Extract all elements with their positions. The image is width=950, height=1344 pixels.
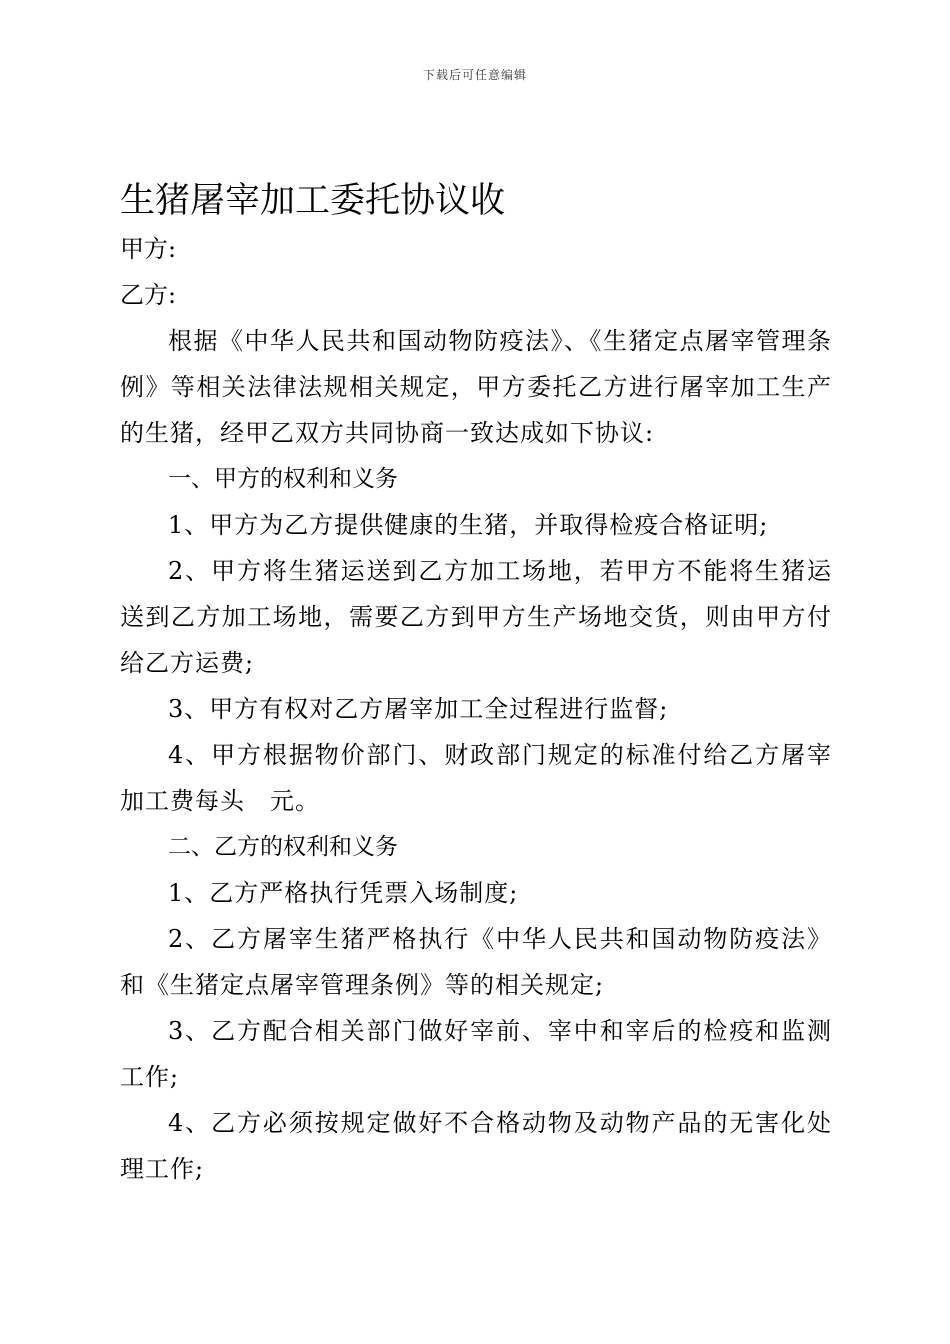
section1-item: 3、甲方有权对乙方屠宰加工全过程进行监督; bbox=[168, 695, 669, 723]
document-body bbox=[120, 176, 832, 1192]
section1-item: 2、甲方将生猪运送到乙方加工场地，若甲方不能将生猪运送到乙方加工场地，需要乙方到甲方生产场地交货，则由甲方付给乙方运费; bbox=[120, 557, 832, 677]
party-a-label: 甲方: bbox=[120, 235, 177, 263]
document-title: 生猪屠宰加工委托协议收 bbox=[120, 181, 506, 221]
section-heading-party-b: 二、乙方的权利和义务 bbox=[168, 834, 398, 860]
section2-item: 2、乙方屠宰生猪严格执行《中华人民共和国动物防疫法》和《生猪定点屠宰管理条例》等的相关规定; bbox=[120, 925, 832, 999]
section2-item: 3、乙方配合相关部门做好宰前、宰中和宰后的检疫和监测工作; bbox=[120, 1017, 832, 1091]
party-b-label: 乙方: bbox=[120, 281, 177, 309]
section2-item: 1、乙方严格执行凭票入场制度; bbox=[168, 879, 519, 907]
section2-item: 4、乙方必须按规定做好不合格动物及动物产品的无害化处理工作; bbox=[120, 1109, 832, 1183]
section1-item: 1、甲方为乙方提供健康的生猪，并取得检疫合格证明; bbox=[168, 511, 769, 539]
section1-item: 4、甲方根据物价部门、财政部门规定的标准付给乙方屠宰加工费每头 元。 bbox=[120, 741, 832, 815]
page-header: 下载后可任意编辑 bbox=[422, 68, 527, 82]
section-heading-party-a: 一、甲方的权利和义务 bbox=[168, 466, 398, 492]
intro-paragraph: 根据《中华人民共和国动物防疫法》、《生猪定点屠宰管理条例》等相关法律法规相关规定，甲方委托乙方进行屠宰加工生产的生猪，经甲乙双方共同协商一致达成如下协议: bbox=[120, 327, 832, 447]
